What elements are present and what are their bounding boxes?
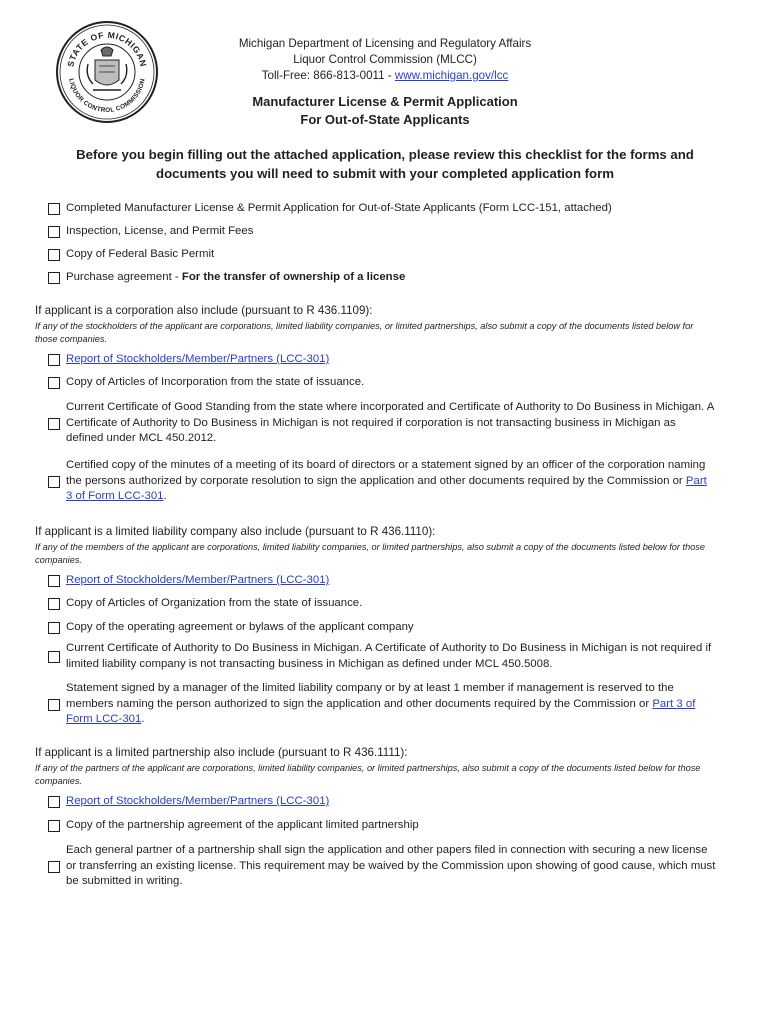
michigan-state-seal: [55, 20, 159, 124]
purchase-bold-note: For the transfer of ownership of a license: [181, 271, 406, 283]
checkbox[interactable]: [48, 249, 60, 261]
minutes-end: .: [163, 490, 167, 503]
item-label: [66, 681, 716, 728]
commission-name: Liquor Control Commission (MLCC): [293, 53, 477, 66]
item-label: Copy of Federal Basic Permit: [66, 248, 215, 260]
tollfree-number: Toll-Free: 866-813-0011 -: [261, 69, 395, 82]
part3-link[interactable]: Part 3 of Form LCC-301: [66, 697, 696, 726]
statement-text: Statement signed by a manager of the limited liability company or by at least 1 member if management is reserved to the members naming the person authorized to sign the application and other documents required by the Commission or: [66, 682, 674, 710]
department-name: Michigan Department of Licensing and Regulatory Affairs: [238, 37, 532, 50]
checkbox[interactable]: [48, 861, 60, 873]
llc-note: If any of the members of the applicant are corporations, limited liability companies, or limited partnerships, also submit a copy of the documents listed below for those companies.: [35, 542, 705, 565]
checkbox[interactable]: [48, 226, 60, 238]
lp-note: If any of the partners of the applicant are corporations, limited liability companies, or limited partnerships, also submit a copy of the documents listed below for those companies.: [35, 763, 701, 786]
item-label: [66, 458, 716, 505]
contact-line: [200, 68, 570, 84]
purchase-prefix: Purchase agreement -: [66, 271, 182, 283]
checkbox[interactable]: [48, 622, 60, 634]
report-link[interactable]: Report of Stockholders/Member/Partners (LCC-301): [66, 795, 330, 807]
checkbox[interactable]: [48, 272, 60, 284]
form-title-line2: For Out-of-State Applicants: [300, 112, 470, 127]
checkbox[interactable]: [48, 699, 60, 711]
website-link[interactable]: www.michigan.gov/lcc: [394, 69, 509, 82]
checkbox[interactable]: [48, 418, 60, 430]
statement-end: .: [141, 713, 145, 726]
checkbox[interactable]: [48, 203, 60, 215]
minutes-text: Certified copy of the minutes of a meeting of its board of directors or a statement signed by an officer of the corporation naming the persons authorized by corporate resolution to sign the application and other documents required by the Commission or: [66, 459, 706, 487]
report-link[interactable]: Report of Stockholders/Member/Partners (LCC-301): [66, 353, 330, 365]
checkbox[interactable]: [48, 651, 60, 663]
svg-text:STATE OF MICHIGAN: STATE OF MICHIGAN: [65, 29, 149, 68]
item-label: [66, 270, 716, 286]
form-title-line1: Manufacturer License & Permit Application: [252, 94, 518, 109]
llc-heading: If applicant is a limited liability company also include (pursuant to R 436.1110):: [35, 525, 436, 538]
checkbox[interactable]: [48, 354, 60, 366]
item-label: Copy of Articles of Organization from the state of issuance.: [66, 597, 363, 609]
item-label: Current Certificate of Good Standing from the state where incorporated and Certificate of Authority to Do Business in Michigan. A Certificate of Authority to Do Business in Michigan is not required if corporation is not transacting business in Michigan as defined under MCL 450.2012.: [66, 401, 714, 445]
item-label: Completed Manufacturer License & Permit Application for Out-of-State Applicants (Form LCC-151, attached): [66, 202, 612, 214]
item-label: Copy of the partnership agreement of the applicant limited partnership: [66, 819, 419, 831]
item-label: [66, 573, 716, 589]
item-label: Each general partner of a partnership shall sign the application and other papers filed in connection with securing a new license or transferring an existing license. This requirement may be waived by the Commission upon showing of good cause, which must be submitted in writing.: [66, 844, 716, 888]
corporation-note: If any of the stockholders of the applicant are corporations, limited liability companies, or limited partnerships, also submit a copy of the documents listed below for those companies.: [35, 321, 694, 344]
part3-link[interactable]: Part 3 of Form LCC-301: [66, 474, 707, 503]
checkbox[interactable]: [48, 796, 60, 808]
checkbox[interactable]: [48, 820, 60, 832]
item-label: [66, 794, 716, 810]
corporation-heading: If applicant is a corporation also include (pursuant to R 436.1109):: [35, 304, 373, 317]
lp-heading: If applicant is a limited partnership also include (pursuant to R 436.1111):: [35, 746, 408, 759]
checkbox[interactable]: [48, 598, 60, 610]
checkbox[interactable]: [48, 575, 60, 587]
item-label: Inspection, License, and Permit Fees: [66, 225, 254, 237]
svg-text:LIQUOR CONTROL COMMISSION: LIQUOR CONTROL COMMISSION: [67, 77, 147, 115]
item-label: Copy of the operating agreement or bylaws of the applicant company: [66, 621, 414, 633]
checkbox[interactable]: [48, 476, 60, 488]
checkbox[interactable]: [48, 377, 60, 389]
item-label: Copy of Articles of Incorporation from the state of issuance.: [66, 376, 365, 388]
item-label: [66, 352, 716, 368]
report-link[interactable]: Report of Stockholders/Member/Partners (LCC-301): [66, 574, 330, 586]
intro-instructions: Before you begin filling out the attached application, please review this checklist for the forms and documents you will need to submit with your completed application form: [76, 147, 694, 181]
item-label: Current Certificate of Authority to Do Business in Michigan. A Certificate of Authority to Do Business in Michigan is not required if limited liability company is not transacting business in Michigan as defined under MCL 450.5008.: [66, 642, 712, 670]
